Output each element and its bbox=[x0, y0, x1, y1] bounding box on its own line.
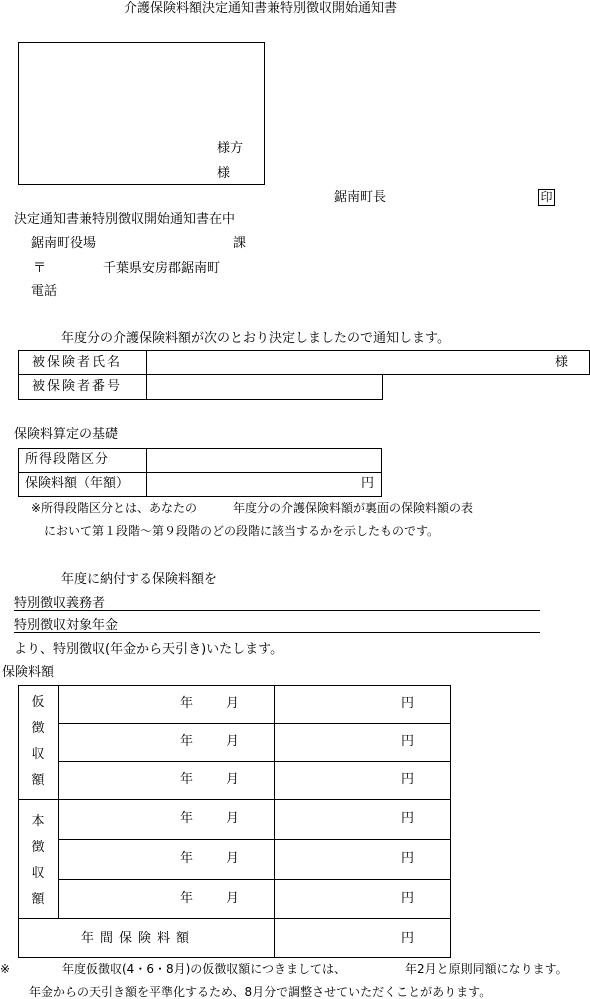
row6-yen: 円 bbox=[401, 891, 415, 906]
honorific-line2: 様 bbox=[217, 166, 231, 181]
main-char-3: 収 bbox=[31, 866, 45, 881]
row6-month: 月 bbox=[226, 891, 240, 906]
footer-mark: ※ bbox=[0, 962, 11, 976]
row1-year: 年 bbox=[180, 696, 194, 711]
payment-line4: より、特別徴収(年金から天引き)いたします。 bbox=[14, 642, 284, 657]
annual-amount-unit: 円 bbox=[361, 476, 375, 491]
main-collection-label bbox=[30, 809, 46, 913]
phone-label: 電話 bbox=[31, 284, 58, 299]
row4-month: 月 bbox=[226, 811, 240, 826]
row6-year: 年 bbox=[180, 891, 194, 906]
row2-yen: 円 bbox=[401, 734, 415, 749]
income-level-label: 所得段階区分 bbox=[25, 452, 110, 467]
intro-text: 年度分の介護保険料額が次のとおり決定しましたので通知します。 bbox=[61, 331, 450, 346]
provisional-char-4: 額 bbox=[31, 773, 45, 788]
annual-total-yen: 円 bbox=[401, 931, 415, 946]
row5-yen: 円 bbox=[401, 851, 415, 866]
payment-line1: 年度に納付する保険料額を bbox=[61, 572, 218, 587]
main-char-4: 額 bbox=[31, 892, 45, 907]
honorific-line1: 様方 bbox=[217, 141, 244, 156]
basis-note-line1: ※所得段階区分とは、あなたの 年度分の介護保険料額が裏面の保険料額の表 bbox=[31, 501, 474, 515]
row4-yen: 円 bbox=[401, 811, 415, 826]
row1-month: 月 bbox=[226, 696, 240, 711]
annual-amount-label: 保険料額（年額） bbox=[25, 476, 130, 491]
office-address: 千葉県安房郡鋸南町 bbox=[103, 261, 221, 276]
amount-heading: 保険料額 bbox=[2, 665, 55, 680]
footer-line1: 年度仮徴収(4・6・8月)の仮徴収額につきましては、 bbox=[62, 962, 347, 976]
row1-yen: 円 bbox=[401, 696, 415, 711]
provisional-char-2: 徴 bbox=[31, 721, 45, 736]
provisional-label bbox=[30, 690, 46, 794]
row5-month: 月 bbox=[226, 851, 240, 866]
office-name: 鋸南町役場 bbox=[31, 236, 97, 251]
row3-month: 月 bbox=[226, 772, 240, 787]
main-char-2: 徴 bbox=[31, 840, 45, 855]
provisional-char-3: 収 bbox=[31, 747, 45, 762]
document-title: 介護保険料額決定通知書兼特別徴収開始通知書 bbox=[124, 1, 398, 16]
section-label: 課 bbox=[233, 236, 247, 251]
insured-number-label: 被保険者番号 bbox=[32, 379, 123, 394]
row2-month: 月 bbox=[226, 734, 240, 749]
row2-year: 年 bbox=[180, 734, 194, 749]
postal-mark: 〒 bbox=[33, 261, 47, 276]
pension-label: 特別徴収対象年金 bbox=[14, 618, 119, 633]
annual-total-label: 年間保険料額 bbox=[81, 931, 196, 946]
row4-year: 年 bbox=[180, 811, 194, 826]
footer-line1b: 年2月と原則同額になります。 bbox=[405, 962, 568, 976]
basis-heading: 保険料算定の基礎 bbox=[14, 427, 119, 442]
row3-year: 年 bbox=[180, 772, 194, 787]
issuer-name: 鋸南町長 bbox=[334, 190, 387, 205]
seal-mark: 印 bbox=[538, 189, 555, 206]
obligor-label: 特別徴収義務者 bbox=[14, 596, 106, 611]
provisional-char-1: 仮 bbox=[31, 695, 45, 710]
contact-heading: 決定通知書兼特別徴収開始通知書在中 bbox=[14, 212, 236, 227]
insured-name-label: 被保険者氏名 bbox=[32, 355, 123, 370]
main-char-1: 本 bbox=[31, 814, 45, 829]
insured-name-suffix: 様 bbox=[555, 355, 569, 370]
row5-year: 年 bbox=[180, 851, 194, 866]
basis-note-line2: において第１段階～第９段階のどの段階に該当するかを示したものです。 bbox=[44, 524, 440, 538]
footer-line2: 年金からの天引き額を平準化するため、8月分で調整させていただくことがあります。 bbox=[29, 985, 492, 999]
address-box bbox=[18, 42, 265, 185]
row3-yen: 円 bbox=[401, 772, 415, 787]
